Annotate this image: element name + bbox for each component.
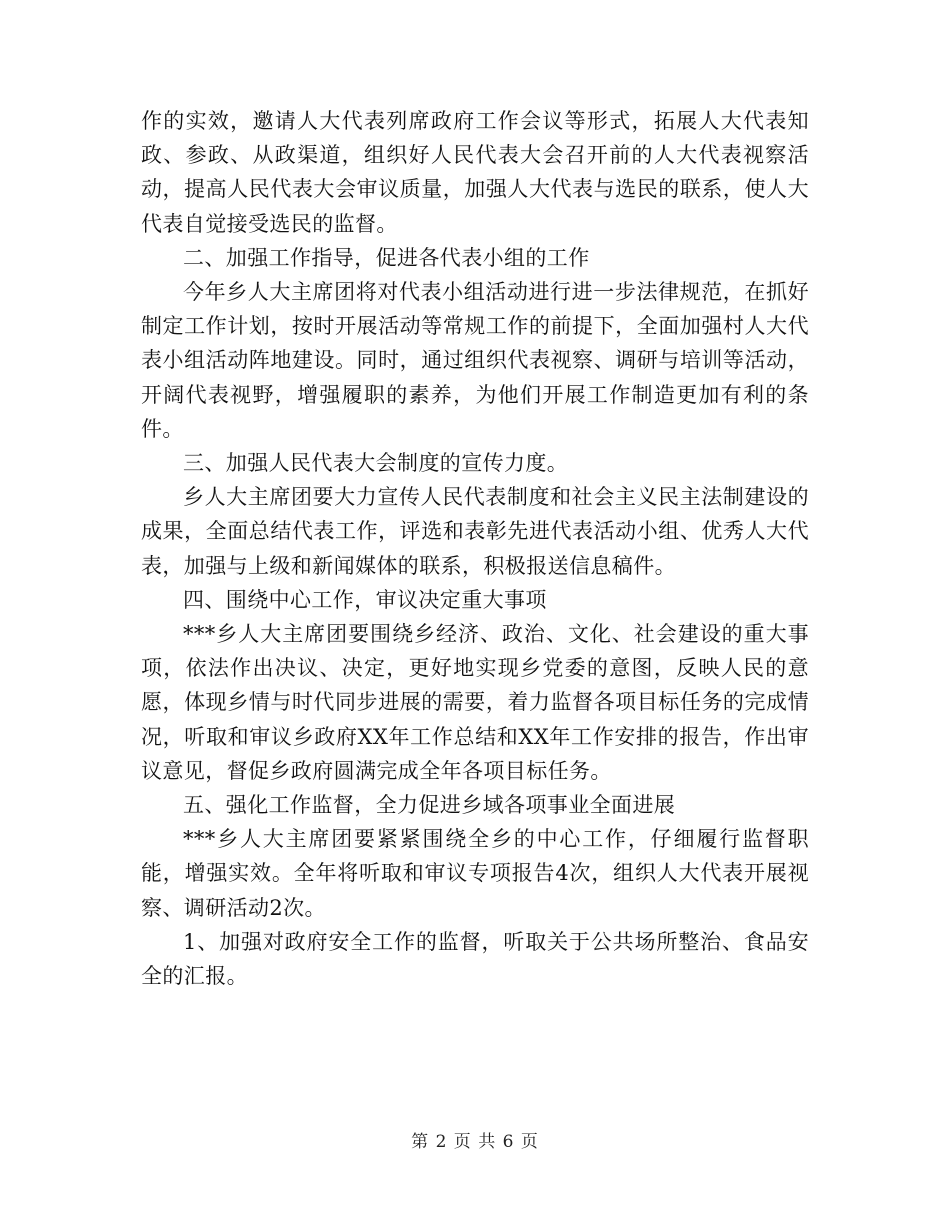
- page-footer: 第 2 页 共 6 页: [411, 1132, 539, 1152]
- paragraph-continuation: 作的实效，邀请人大代表列席政府工作会议等形式，拓展人大代表知政、参政、从政渠道，组织好人民代表大会召开前的人大代表视察活动，提高人民代表大会审议质量，加强人大代表与选民的联系，使人大代表自觉接受选民的监督。: [141, 109, 809, 236]
- section-heading-4: 四、围绕中心工作，审议决定重大事项: [183, 587, 547, 612]
- paragraph: ***乡人大主席团要紧紧围绕全乡的中心工作，仔细履行监督职能，增强实效。全年将听取和审议专项报告4次，组织人大代表开展视察、调研活动2次。: [141, 827, 809, 920]
- paragraph: 今年乡人大主席团将对代表小组活动进行进一步法律规范，在抓好制定工作计划，按时开展活动等常规工作的前提下，全面加强村人大代表小组活动阵地建设。同时，通过组织代表视察、调研与培训等活动，开阔代表视野，增强履职的素养，为他们开展工作制造更加有利的条件。: [141, 280, 809, 441]
- document-body: [141, 104, 809, 993]
- paragraph: 乡人大主席团要大力宣传人民代表制度和社会主义民主法制建设的成果，全面总结代表工作，评选和表彰先进代表活动小组、优秀人大代表，加强与上级和新闻媒体的联系，积极报送信息稿件。: [141, 485, 809, 578]
- section-heading-2: 二、加强工作指导，促进各代表小组的工作: [183, 245, 590, 270]
- paragraph: ***乡人大主席团要围绕乡经济、政治、文化、社会建设的重大事项，依法作出决议、决定，更好地实现乡党委的意图，反映人民的意愿，体现乡情与时代同步进展的需要，着力监督各项目标任务的完成情况，听取和审议乡政府XX年工作总结和XX年工作安排的报告，作出审议意见，督促乡政府圆满完成全年各项目标任务。: [141, 622, 809, 783]
- section-heading-3: 三、加强人民代表大会制度的宣传力度。: [183, 451, 569, 476]
- list-item: 1、加强对政府安全工作的监督，听取关于公共场所整治、食品安全的汇报。: [141, 929, 809, 989]
- section-heading-5: 五、强化工作监督，全力促进乡域各项事业全面进展: [183, 793, 676, 818]
